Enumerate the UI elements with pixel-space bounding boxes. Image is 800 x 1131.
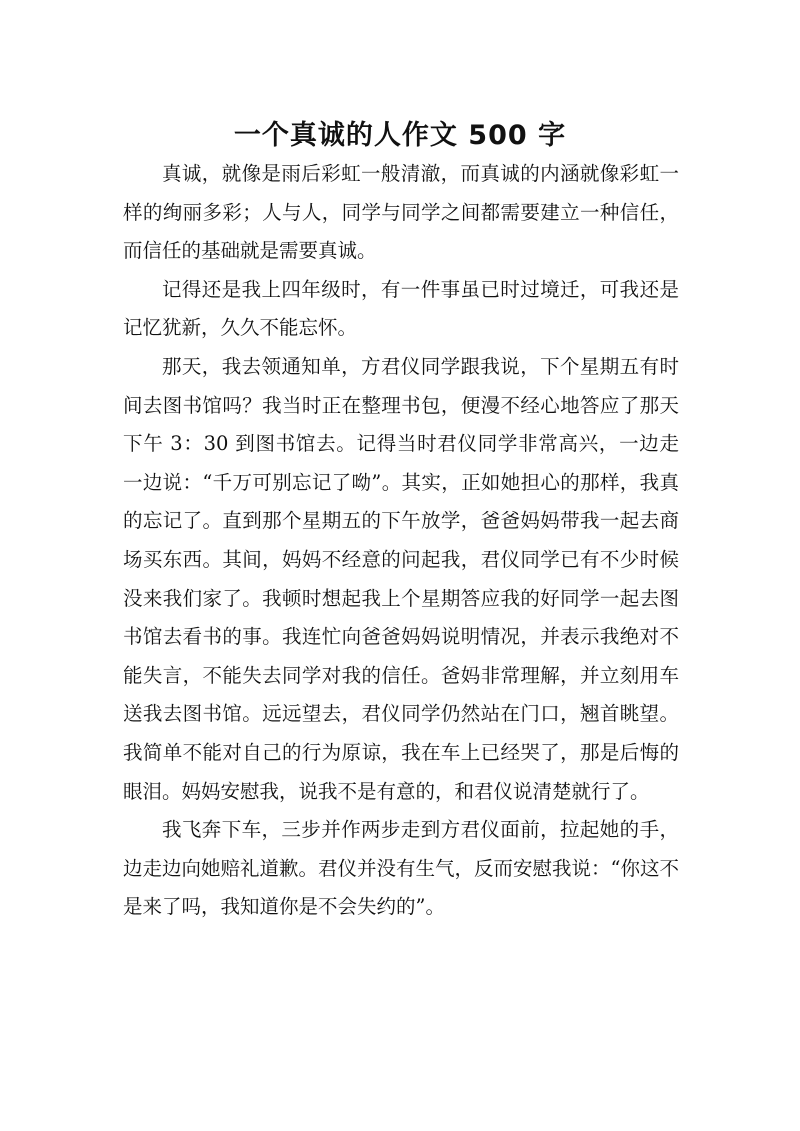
paragraph-1: 真诚，就像是雨后彩虹一般清澈，而真诚的内涵就像彩虹一样的绚丽多彩；人与人，同学与同学之间都需要建立一种信任，而信任的基础就是需要真诚。 [123,162,679,263]
paragraph-4: 我飞奔下车，三步并作两步走到方君仪面前，拉起她的手，边走边向她赔礼道歉。君仪并没有生气，反而安慰我说：“你这不是来了吗，我知道你是不会失约的”。 [123,818,679,919]
paragraph-3: 那天，我去领通知单，方君仪同学跟我说，下个星期五有时间去图书馆吗？我当时正在整理书包，便漫不经心地答应了那天下午 3：30 到图书馆去。记得当时君仪同学非常高兴，一边走一边说：“千万可别忘记了呦”。其实，正如她担心的那样，我真的忘记了。直到那个星期五的下午放学，爸爸妈妈带我一起去商场买东西。其间，妈妈不经意的问起我，君仪同学已有不少时候没来我们家了。我顿时想起我上个星期答应我的好同学一起去图书馆去看书的事。我连忙向爸爸妈妈说明情况，并表示我绝对不能失言，不能失去同学对我的信任。爸妈非常理解，并立刻用车送我去图书馆。远远望去，君仪同学仍然站在门口，翘首眺望。我简单不能对自己的行为原谅，我在车上已经哭了，那是后悔的眼泪。妈妈安慰我，说我不是有意的，和君仪说清楚就行了。 [123,354,679,803]
essay-body [123,155,679,927]
paragraph-2: 记得还是我上四年级时，有一件事虽已时过境迁，可我还是记忆犹新，久久不能忘怀。 [123,277,679,340]
essay-title: 一个真诚的人作文 500 字 [233,120,567,152]
